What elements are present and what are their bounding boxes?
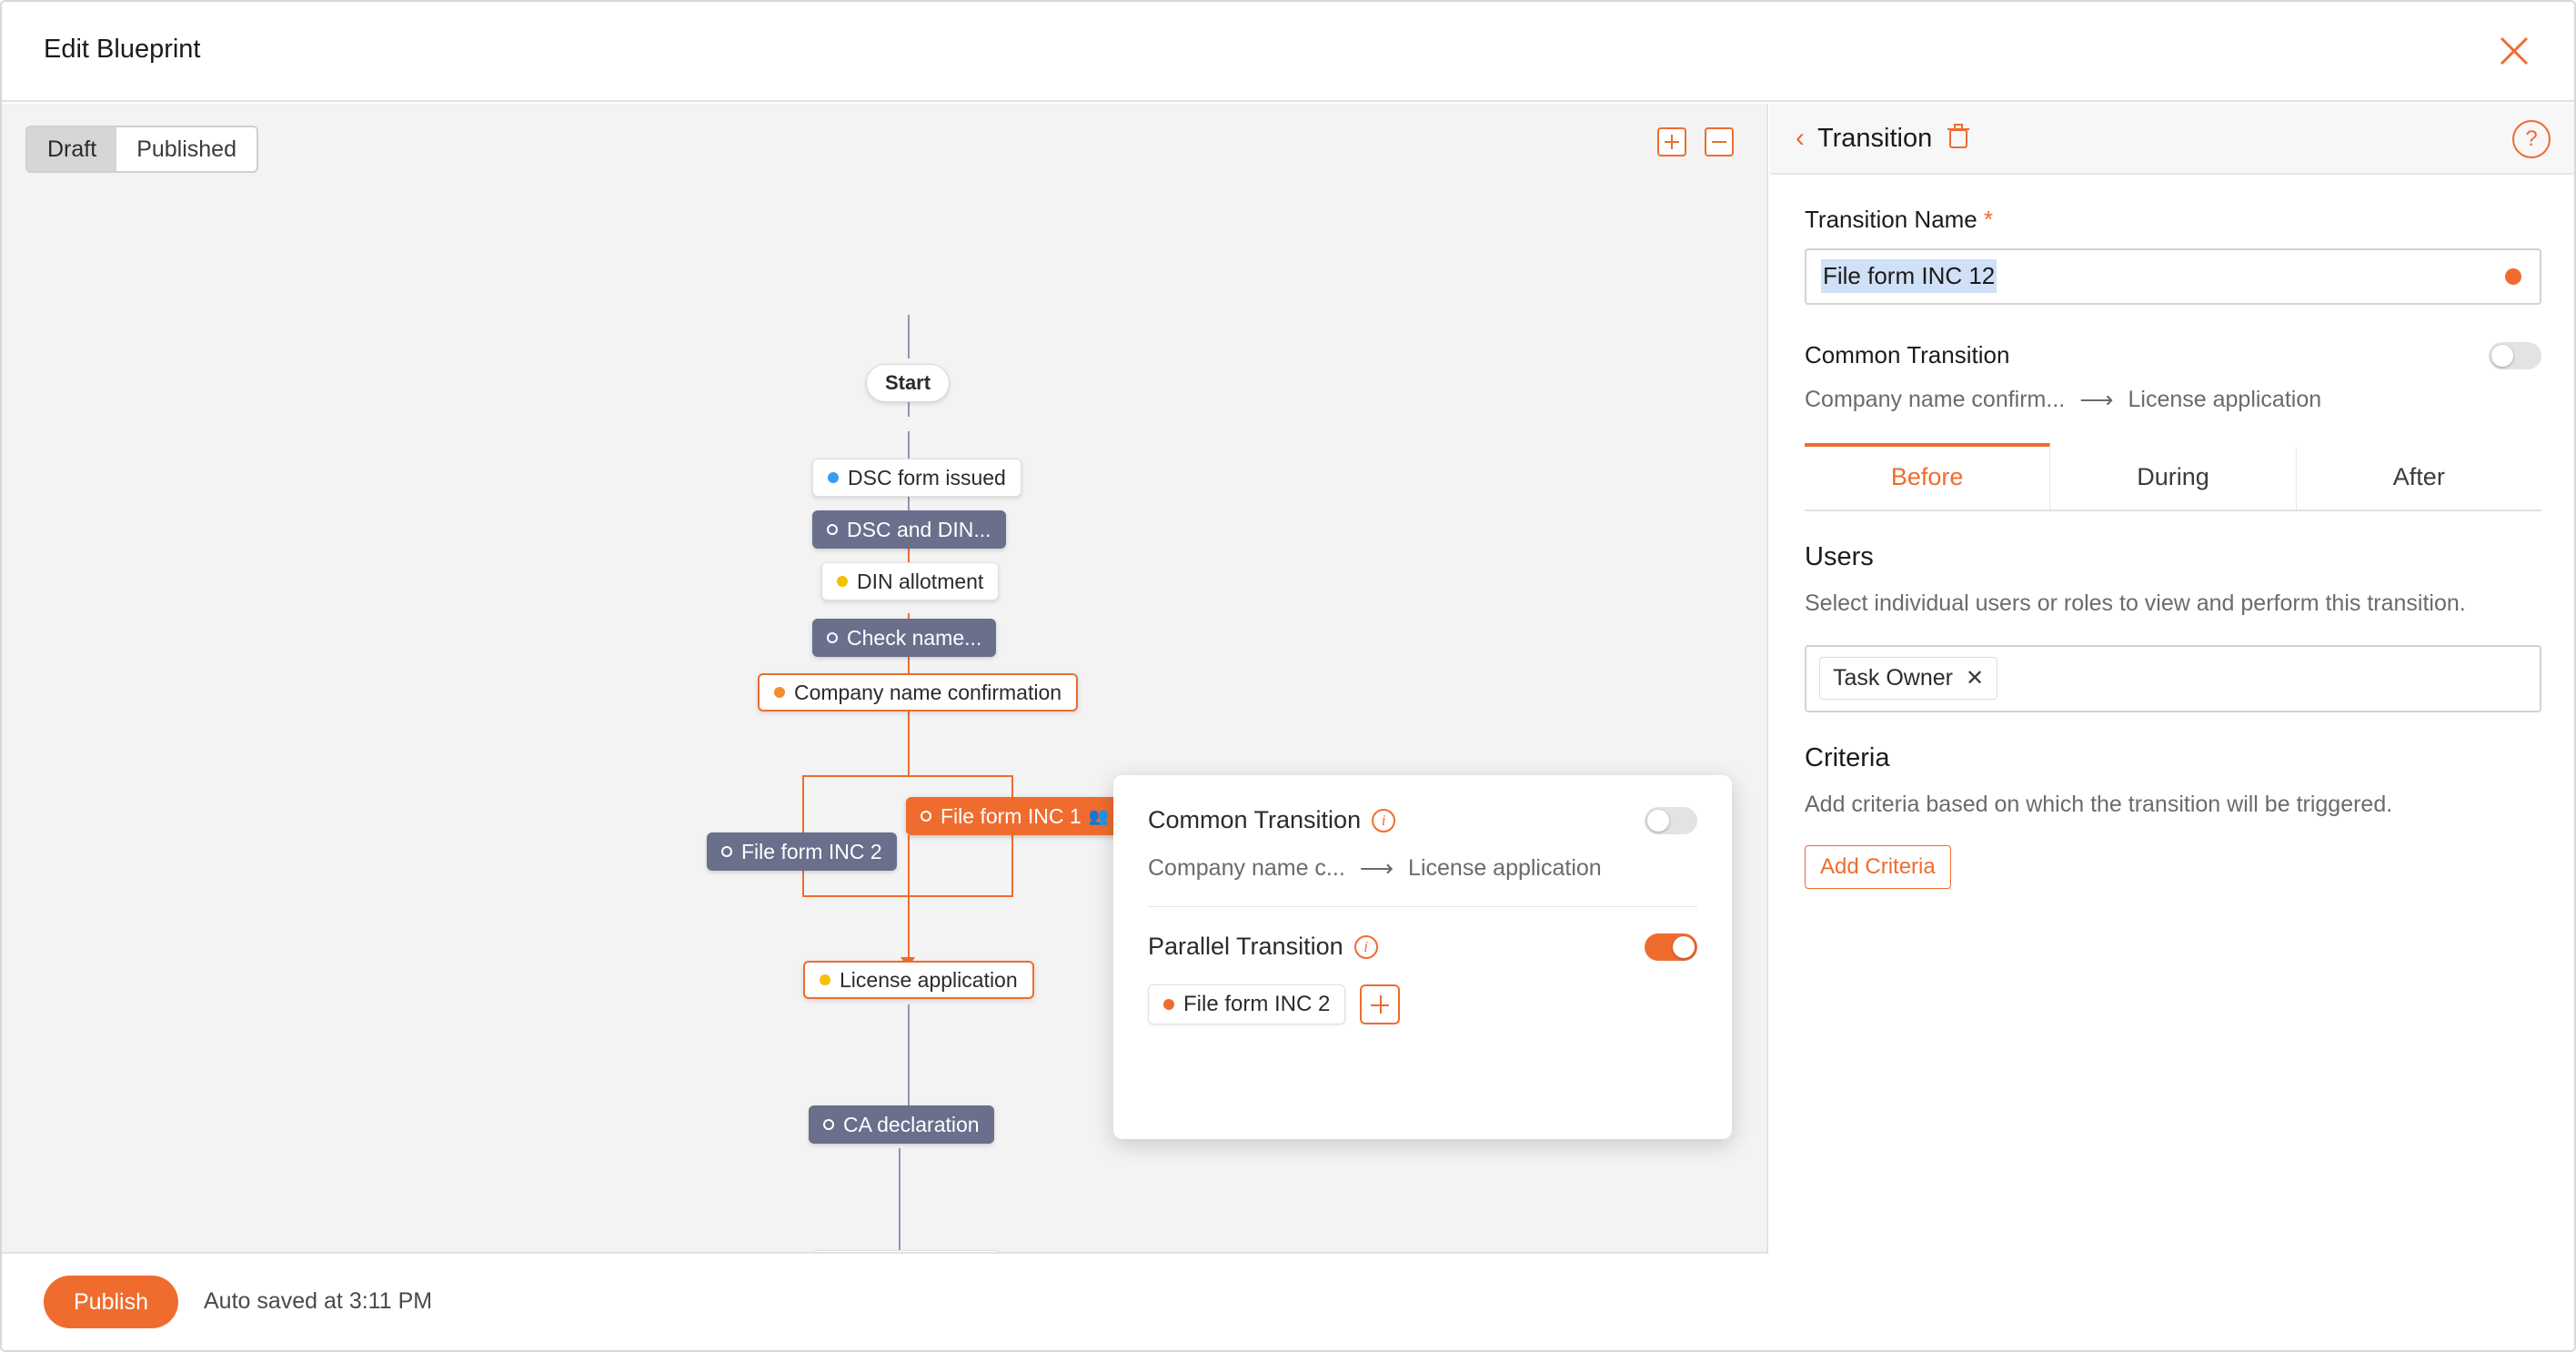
tab-during[interactable]: During xyxy=(2050,447,2296,510)
popover-divider xyxy=(1148,906,1697,907)
node-label: License application xyxy=(840,967,1018,992)
delete-icon[interactable] xyxy=(1947,124,1970,154)
popover-parallel-transition-title xyxy=(1148,933,1378,961)
user-chip[interactable] xyxy=(1819,657,1997,700)
users-section-title: Users xyxy=(1805,542,1874,571)
panel-common-transition-toggle[interactable] xyxy=(2489,342,2541,369)
node-ca-declaration[interactable] xyxy=(809,1105,994,1144)
autosave-status: Auto saved at 3:11 PM xyxy=(204,1288,433,1314)
users-section-desc: Select individual users or roles to view and perform this transition. xyxy=(1805,590,2466,616)
back-chevron-icon[interactable]: ‹ xyxy=(1796,123,1805,153)
status-dot xyxy=(820,974,830,985)
panel-common-from: Company name confirm... xyxy=(1805,387,2066,412)
edge-start-dsc xyxy=(908,315,910,358)
node-label: DIN allotment xyxy=(857,569,984,593)
node-label: Company name confirmation xyxy=(794,680,1062,704)
transition-dot xyxy=(721,846,732,857)
popover-parallel-transition-label: Parallel Transition xyxy=(1148,933,1343,960)
panel-tabs[interactable] xyxy=(1805,447,2541,511)
popover-parallel-chip[interactable] xyxy=(1148,984,1345,1024)
node-label: File form INC 1 xyxy=(941,803,1082,828)
node-label: Check name... xyxy=(847,625,982,650)
arrow-right-icon: ⟶ xyxy=(2079,386,2114,413)
criteria-section-desc: Add criteria based on which the transition will be triggered. xyxy=(1805,791,2393,817)
window-footer xyxy=(2,1252,1768,1352)
node-file-form-inc-2[interactable] xyxy=(707,832,897,871)
node-dsc-and-din[interactable] xyxy=(812,510,1006,549)
toggle-published[interactable]: Published xyxy=(116,127,257,171)
users-input[interactable] xyxy=(1805,645,2541,712)
transition-name-selected-text: File form INC 12 xyxy=(1821,259,1997,293)
window-header xyxy=(2,2,2576,102)
remove-user-icon[interactable]: ✕ xyxy=(1965,666,1985,691)
status-dot xyxy=(1163,999,1174,1010)
node-file-form-inc-1[interactable] xyxy=(906,797,1123,835)
edge-ca-issued xyxy=(899,1148,901,1265)
popover-common-to: License application xyxy=(1408,855,1602,881)
zoom-out-icon[interactable] xyxy=(1705,127,1734,156)
popover-parallel-items xyxy=(1148,984,1697,1024)
popover-common-transition-label: Common Transition xyxy=(1148,806,1362,833)
page-title: Edit Blueprint xyxy=(44,35,201,64)
close-icon[interactable] xyxy=(2494,31,2534,71)
node-start[interactable]: Start xyxy=(866,364,950,402)
panel-common-transition-label: Common Transition xyxy=(1805,341,2010,368)
transition-dot xyxy=(823,1119,834,1130)
help-icon[interactable]: ? xyxy=(2512,120,2551,158)
popover-common-transition-path xyxy=(1148,854,1697,883)
status-dot xyxy=(828,472,839,483)
popover-parallel-transition-toggle[interactable] xyxy=(1645,933,1697,961)
transition-color-dot[interactable] xyxy=(2505,268,2521,285)
node-dsc-form-issued[interactable] xyxy=(812,459,1021,497)
panel-body xyxy=(1770,175,2576,889)
node-label: File form INC 2 xyxy=(741,839,882,863)
panel-common-transition-row xyxy=(1805,341,2541,369)
required-marker: * xyxy=(1984,206,1994,233)
panel-common-transition-path xyxy=(1805,386,2541,414)
node-label: DSC form issued xyxy=(848,465,1006,489)
panel-header xyxy=(1770,104,2576,175)
arrow-right-icon: ⟶ xyxy=(1359,854,1394,882)
panel-title: Transition xyxy=(1817,123,1933,153)
info-icon[interactable]: i xyxy=(1372,809,1395,832)
blueprint-canvas[interactable] xyxy=(2,104,1768,1252)
add-criteria-button[interactable]: Add Criteria xyxy=(1805,845,1951,889)
zoom-controls[interactable] xyxy=(1657,127,1734,156)
add-parallel-transition-icon[interactable] xyxy=(1360,984,1400,1024)
node-license-application[interactable] xyxy=(803,961,1034,999)
zoom-in-icon[interactable] xyxy=(1657,127,1686,156)
info-icon[interactable]: i xyxy=(1354,935,1378,959)
popover-parallel-item-label: File form INC 2 xyxy=(1183,992,1331,1016)
transition-name-input-wrap xyxy=(1805,248,2541,305)
node-label: CA declaration xyxy=(843,1112,980,1136)
transition-dot xyxy=(827,524,838,535)
popover-common-transition-row xyxy=(1148,806,1697,834)
popover-common-transition-title xyxy=(1148,806,1395,834)
toggle-draft[interactable]: Draft xyxy=(27,127,116,171)
popover-parallel-transition-row xyxy=(1148,933,1697,961)
node-check-name[interactable] xyxy=(812,619,996,657)
node-company-name-confirmation[interactable] xyxy=(758,673,1078,711)
tab-after[interactable]: After xyxy=(2392,463,2445,490)
criteria-section-title: Criteria xyxy=(1805,742,1890,772)
publish-button[interactable]: Publish xyxy=(44,1276,178,1328)
edge-license-ca xyxy=(908,1004,910,1117)
node-din-allotment[interactable] xyxy=(821,562,999,600)
node-label: DSC and DIN... xyxy=(847,517,991,541)
popover-common-from: Company name c... xyxy=(1148,855,1345,881)
transition-dot xyxy=(921,811,931,822)
users-icon: 👥 xyxy=(1088,806,1110,825)
status-dot xyxy=(774,687,785,698)
transition-name-input[interactable] xyxy=(1805,248,2541,305)
transition-name-label xyxy=(1805,206,2541,234)
popover-common-transition-toggle[interactable] xyxy=(1645,807,1697,834)
transition-popover xyxy=(1113,775,1732,1139)
status-dot xyxy=(837,576,848,587)
draft-published-toggle[interactable] xyxy=(25,126,258,173)
transition-name-label-text: Transition Name xyxy=(1805,206,1977,233)
transition-dot xyxy=(827,632,838,643)
user-chip-label: Task Owner xyxy=(1833,665,1953,691)
transition-panel xyxy=(1770,104,2576,1352)
panel-common-to: License application xyxy=(2128,387,2322,412)
tab-before[interactable]: Before xyxy=(1805,443,2050,510)
